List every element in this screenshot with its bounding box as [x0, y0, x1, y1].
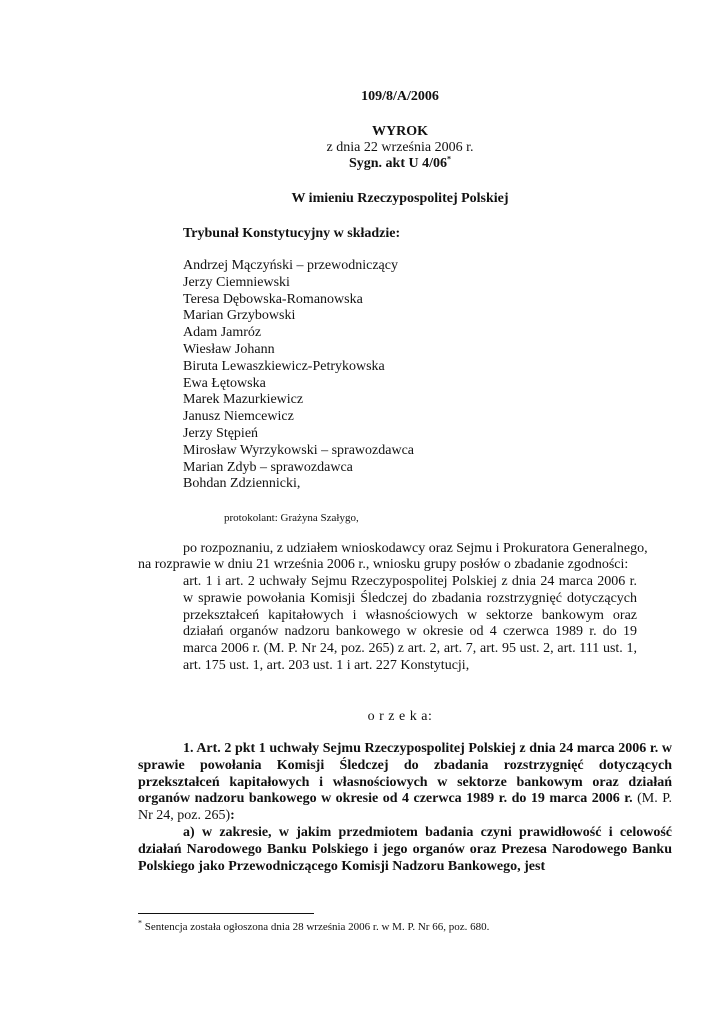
judge-name: Marian Zdyb – sprawozdawca — [183, 459, 353, 475]
in-name-heading: W imieniu Rzeczypospolitej Polskiej — [291, 191, 509, 206]
judge-name: Marian Grzybowski — [183, 308, 296, 324]
verdict-title: WYROK — [372, 124, 428, 139]
judge-name: Wiesław Johann — [183, 341, 275, 357]
verdict-date: z dnia 22 września 2006 r. — [326, 140, 474, 155]
judge-name: Ewa Łętowska — [183, 375, 266, 391]
judge-name: Adam Jamróz — [183, 325, 262, 341]
ruling-point-1 — [138, 741, 672, 825]
footnote-divider — [138, 913, 314, 914]
subject-of-review: art. 1 i art. 2 uchwały Sejmu Rzeczypospolitej Polskiej z dnia 24 marca 2006 r. w sprawie powołania Komisji Śledczej do zbadania rozstrzygnięć dotyczących przekształceń kapitałowych i własnościowych w sektorze bankowym oraz działań organów nadzoru bankowego w okresie od 4 czerwca 1989 r. do 19 marca 2006 r. (M. P. Nr 24, poz. 265) z art. 2, art. 7, art. 95 ust. 2, art. 111 ust. 1, art. 175 ust. 1, art. 203 ust. 1 i art. 227 Konstytucji, — [183, 574, 637, 673]
orzeka-heading: o r z e k a: — [367, 709, 433, 724]
ruling-point-1-reference: (M. P. Nr 24, poz. 265) — [138, 791, 672, 824]
judge-name: Bohdan Zdziennicki, — [183, 476, 301, 492]
footnote — [138, 918, 490, 934]
ruling-point-1-colon: : — [230, 808, 235, 824]
ruling-point-1a: a) w zakresie, w jakim przedmiotem badania czyni prawidłowość i celowość działań Narodowego Banku Polskiego i jego organów oraz Prezesa Narodowego Banku Polskiego jako Przewodniczącego Komisji Nadzoru Bankowego, jest — [138, 825, 672, 874]
judge-name: Jerzy Ciemniewski — [183, 274, 290, 290]
tribunal-heading: Trybunał Konstytucyjny w składzie: — [183, 226, 401, 241]
footnote-text: Sentencja została ogłoszona dnia 28 września 2006 r. w M. P. Nr 66, poz. 680. — [142, 921, 490, 933]
protocol-clerk: protokolant: Grażyna Szałygo, — [224, 512, 359, 524]
case-reference — [0, 156, 724, 173]
judge-name: Teresa Dębowska-Romanowska — [183, 291, 363, 307]
footnote-reference-mark: * — [447, 154, 452, 164]
judge-name: Biruta Lewaszkiewicz-Petrykowska — [183, 358, 385, 374]
judge-name: Andrzej Mączyński – przewodniczący — [183, 258, 398, 273]
case-reference-text: Sygn. akt U 4/06 — [348, 156, 448, 171]
intro-line-1: po rozpoznaniu, z udziałem wnioskodawcy oraz Sejmu i Prokuratora Generalnego, — [183, 541, 648, 556]
judge-name: Janusz Niemcewicz — [183, 409, 294, 425]
judges-list — [183, 258, 414, 493]
judge-name: Mirosław Wyrzykowski – sprawozdawca — [183, 442, 415, 458]
judge-name: Marek Mazurkiewicz — [183, 392, 304, 408]
document-number: 109/8/A/2006 — [361, 89, 439, 104]
ruling-point-1-text: 1. Art. 2 pkt 1 uchwały Sejmu Rzeczypospolitej Polskiej z dnia 24 marca 2006 r. w sprawie powołania Komisji Śledczej do zbadania rozstrzygnięć dotyczących przekształceń kapitałowych i własnościowych w sektorze bankowym oraz działań organów nadzoru bankowego w okresie od 4 czerwca 1989 r. do 19 marca 2006 r. — [138, 741, 672, 807]
footnote-mark: * — [138, 918, 142, 928]
judge-name: Jerzy Stępień — [183, 425, 259, 441]
intro-line-2: na rozprawie w dniu 21 września 2006 r., wniosku grupy posłów o zbadanie zgodności: — [138, 557, 629, 572]
